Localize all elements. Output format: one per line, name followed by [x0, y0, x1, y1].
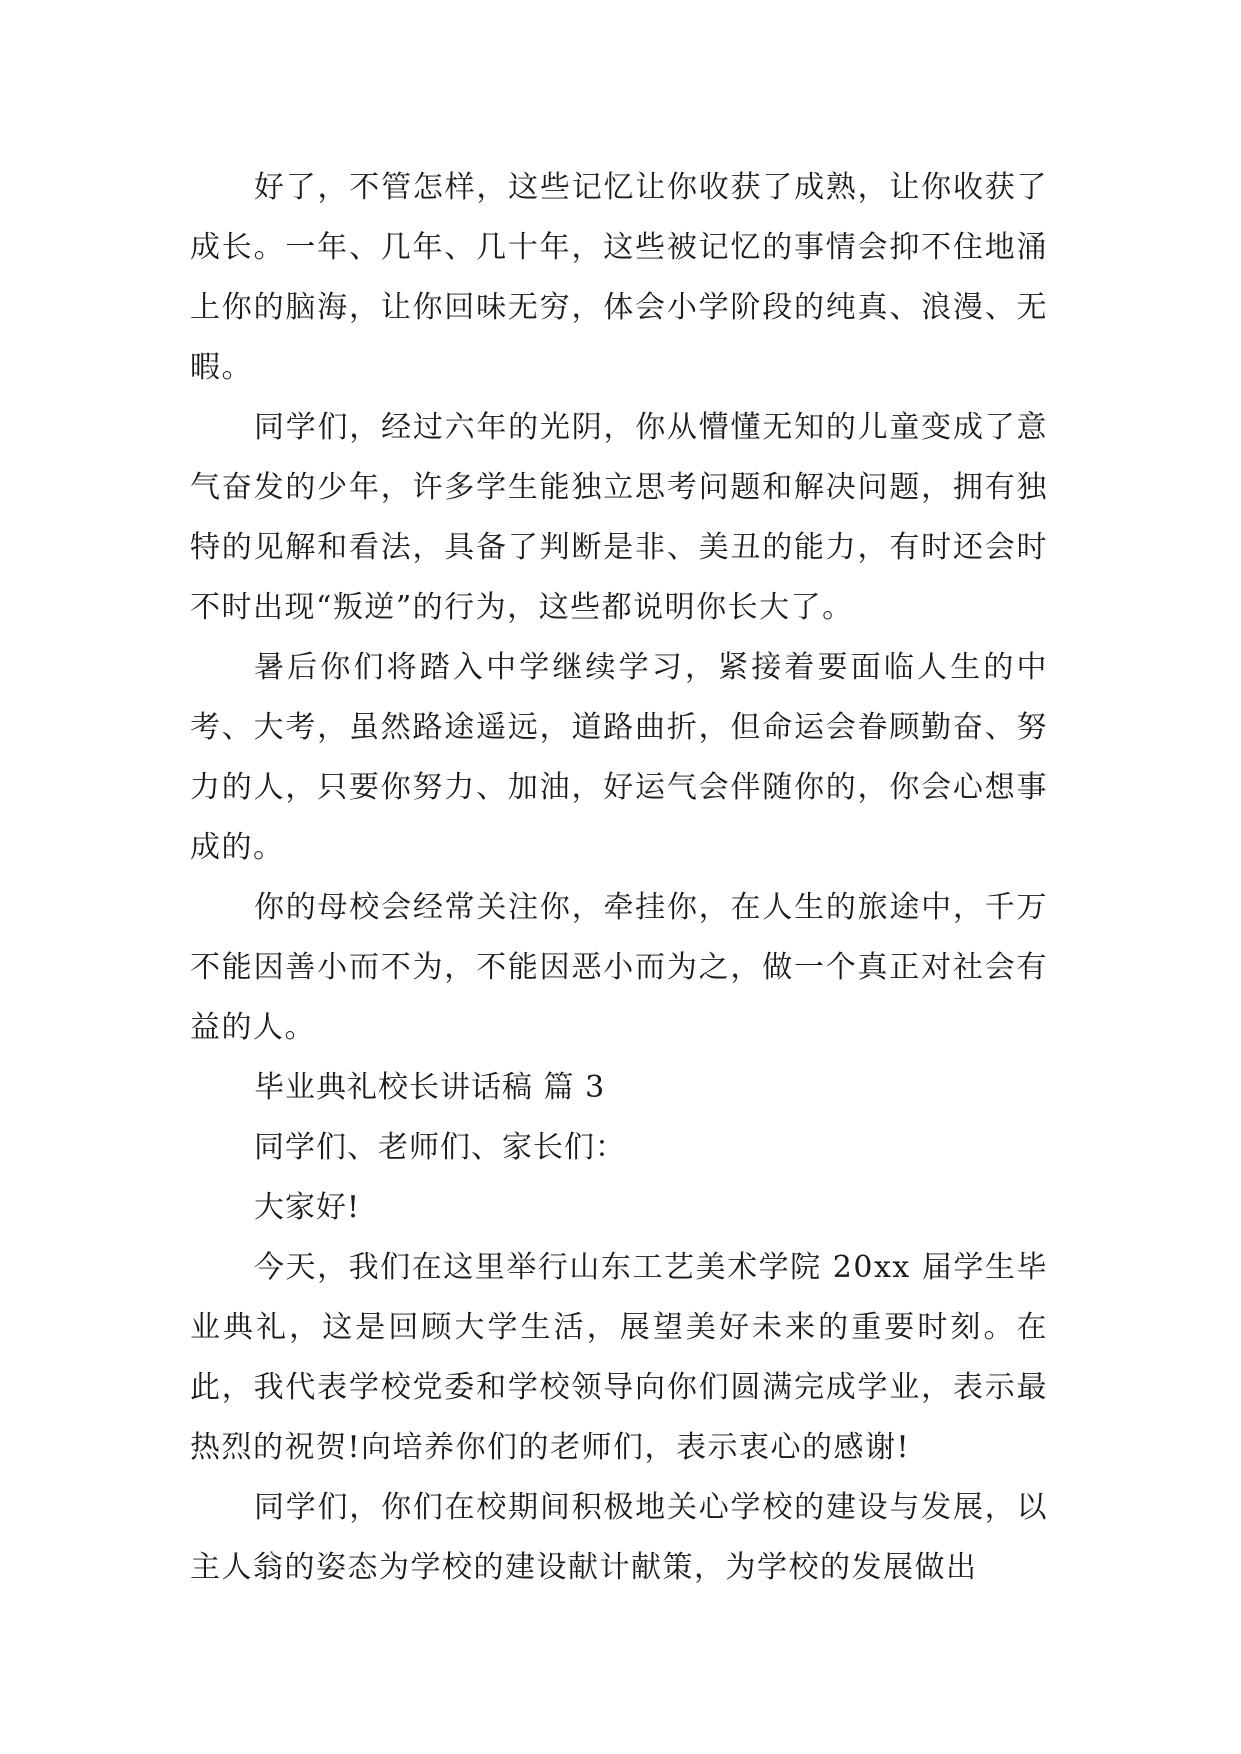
paragraph: 同学们，你们在校期间积极地关心学校的建设与发展，以主人翁的姿态为学校的建设献计献策，为学校的发展做出: [190, 1490, 1048, 1585]
paragraph: 你的母校会经常关注你，牵挂你，在人生的旅途中，千万不能因善小而不为，不能因恶小而为之，做一个真正对社会有益的人。: [190, 890, 1048, 1045]
section-title: 毕业典礼校长讲话稿 篇 3: [254, 1070, 606, 1105]
salutation: 同学们、老师们、家长们：: [254, 1130, 626, 1165]
paragraph: 暑后你们将踏入中学继续学习，紧接着要面临人生的中考、大考，虽然路途遥远，道路曲折，但命运会眷顾勤奋、努力的人，只要你努力、加油，好运气会伴随你的，你会心想事成的。: [190, 650, 1048, 865]
paragraph: 同学们，经过六年的光阴，你从懵懂无知的儿童变成了意气奋发的少年，许多学生能独立思考问题和解决问题，拥有独特的见解和看法，具备了判断是非、美丑的能力，有时还会时不时出现“叛逆”的行为，这些都说明你长大了。: [190, 410, 1048, 625]
greeting: 大家好!: [254, 1190, 361, 1225]
paragraph: 好了，不管怎样，这些记忆让你收获了成熟，让你收获了成长。一年、几年、几十年，这些被记忆的事情会抑不住地涌上你的脑海，让你回味无穷，体会小学阶段的纯真、浪漫、无暇。: [190, 170, 1048, 385]
paragraph: 今天，我们在这里举行山东工艺美术学院 20xx 届学生毕业典礼，这是回顾大学生活，展望美好未来的重要时刻。在此，我代表学校党委和学校领导向你们圆满完成学业，表示最热烈的祝贺!向培养你们的老师们，表示衷心的感谢!: [190, 1250, 1048, 1465]
document-page: [190, 158, 1048, 1598]
